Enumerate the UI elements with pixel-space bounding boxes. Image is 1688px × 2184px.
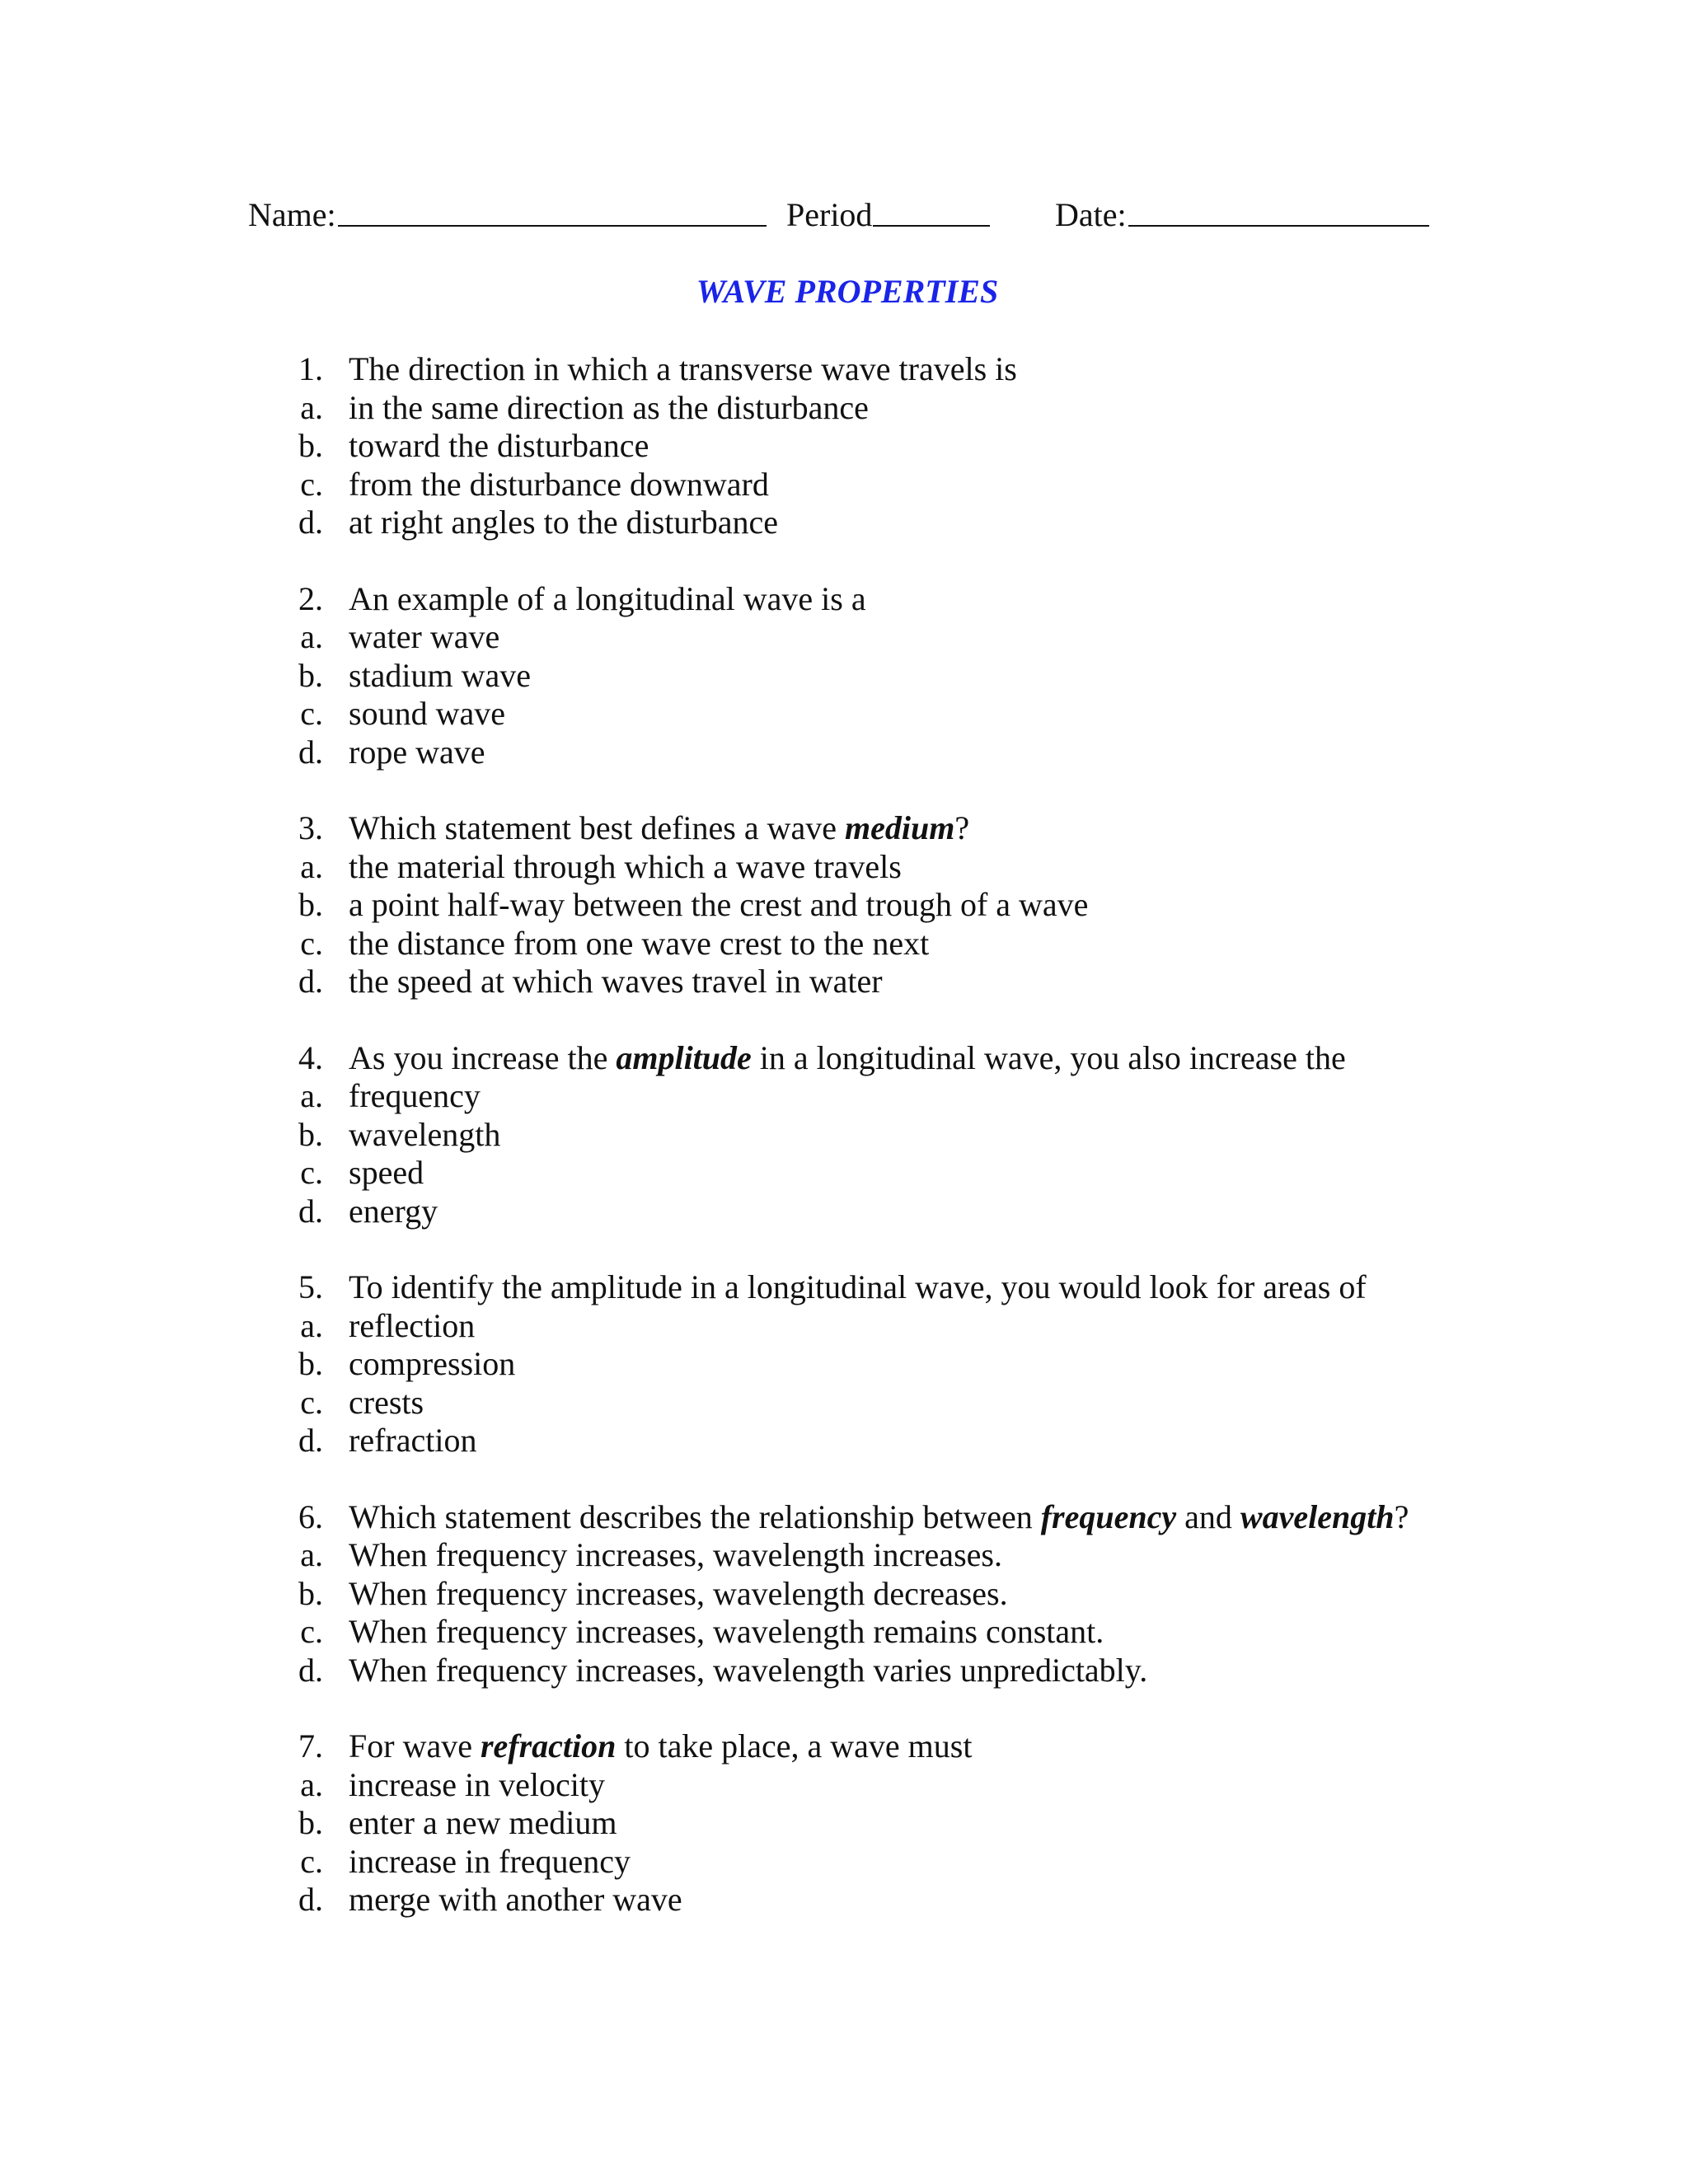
question-text: To identify the amplitude in a longitudinal wave, you would look for areas of (349, 1268, 1367, 1305)
answer-choice[interactable] (0, 1766, 1688, 1805)
choice-text: reflection (349, 1306, 476, 1344)
question-prompt (0, 350, 1688, 389)
question-list (0, 350, 1688, 1957)
choice-letter: b. (298, 1115, 323, 1153)
question-6 (0, 1498, 1688, 1690)
choice-text: wavelength (349, 1115, 501, 1153)
choice-letter: a. (300, 847, 323, 885)
choice-text: at right angles to the disturbance (349, 504, 778, 541)
question-text (349, 1727, 972, 1766)
answer-choice[interactable] (0, 504, 1688, 542)
question-text (349, 1039, 1346, 1078)
choice-letter: a. (300, 1306, 323, 1344)
question-text-after: in a longitudinal wave, you also increase the (751, 1038, 1346, 1076)
choice-text: When frequency increases, wavelength decreases. (349, 1574, 1008, 1612)
choice-text: compression (349, 1345, 516, 1382)
choice-text: from the disturbance downward (349, 465, 769, 503)
choice-text: increase in frequency (349, 1842, 631, 1880)
answer-choice[interactable] (0, 1422, 1688, 1460)
question-text-middle: and (1176, 1497, 1240, 1535)
question-prompt (0, 1268, 1688, 1307)
choice-letter: d. (298, 504, 323, 541)
question-number: 4. (298, 1038, 323, 1076)
choice-text: the distance from one wave crest to the next (349, 924, 930, 962)
worksheet-title: WAVE PROPERTIES (696, 273, 999, 310)
question-number: 6. (298, 1497, 323, 1535)
choice-letter: c. (300, 1383, 323, 1421)
answer-choice[interactable] (0, 1154, 1688, 1193)
choice-letter: d. (298, 1192, 323, 1230)
choice-letter: d. (298, 733, 323, 771)
choice-letter: a. (300, 1077, 323, 1114)
choice-text: the material through which a wave travels (349, 847, 902, 885)
choice-letter: d. (298, 1651, 323, 1689)
question-4 (0, 1039, 1688, 1231)
answer-choice[interactable] (0, 1384, 1688, 1422)
choice-text: stadium wave (349, 656, 532, 694)
choice-letter: c. (300, 695, 323, 732)
answer-choice[interactable] (0, 886, 1688, 925)
answer-choice[interactable] (0, 925, 1688, 963)
question-text-before: For wave (349, 1727, 481, 1765)
emphasized-term: refraction (480, 1727, 617, 1765)
question-number: 2. (298, 579, 323, 617)
choice-letter: a. (300, 1536, 323, 1573)
choice-letter: b. (298, 656, 323, 694)
answer-choice[interactable] (0, 1575, 1688, 1614)
question-prompt (0, 580, 1688, 619)
answer-choice[interactable] (0, 427, 1688, 466)
answer-choice[interactable] (0, 848, 1688, 887)
choice-letter: b. (298, 427, 323, 464)
answer-choice[interactable] (0, 389, 1688, 428)
answer-choice[interactable] (0, 1613, 1688, 1652)
answer-choice[interactable] (0, 695, 1688, 733)
choice-text: in the same direction as the disturbance (349, 388, 869, 426)
date-field[interactable] (1055, 195, 1429, 234)
emphasized-term: medium (845, 809, 955, 846)
question-text-before: Which statement best defines a wave (349, 809, 845, 846)
choice-letter: c. (300, 924, 323, 962)
choice-text: When frequency increases, wavelength remains constant. (349, 1613, 1104, 1650)
question-prompt (0, 809, 1688, 848)
choice-letter: b. (298, 886, 323, 923)
question-text (349, 809, 969, 848)
choice-letter: c. (300, 1154, 323, 1191)
question-2 (0, 580, 1688, 772)
choice-letter: b. (298, 1574, 323, 1612)
question-text: The direction in which a transverse wave travels is (349, 350, 1017, 387)
question-text-before: Which statement describes the relationship between (349, 1497, 1041, 1535)
period-field[interactable] (786, 195, 990, 234)
choice-text: increase in velocity (349, 1765, 605, 1803)
choice-letter: c. (300, 1613, 323, 1650)
answer-choice[interactable] (0, 1307, 1688, 1346)
question-3 (0, 809, 1688, 1001)
question-number: 5. (298, 1268, 323, 1305)
choice-text: sound wave (349, 695, 505, 732)
answer-choice[interactable] (0, 963, 1688, 1001)
choice-text: water wave (349, 618, 500, 655)
question-text (349, 1498, 1409, 1537)
choice-text: crests (349, 1383, 424, 1421)
answer-choice[interactable] (0, 1843, 1688, 1882)
choice-letter: c. (300, 465, 323, 503)
question-number: 3. (298, 809, 323, 846)
answer-choice[interactable] (0, 1881, 1688, 1919)
choice-letter: a. (300, 388, 323, 426)
emphasized-term: wavelength (1240, 1497, 1395, 1535)
answer-choice[interactable] (0, 1652, 1688, 1690)
choice-text: speed (349, 1154, 424, 1191)
question-text-after: ? (954, 809, 970, 846)
question-text-before: As you increase the (349, 1038, 617, 1076)
choice-letter: d. (298, 1881, 323, 1918)
date-label: Date: (1055, 196, 1127, 233)
question-text-after: to take place, a wave must (616, 1727, 973, 1765)
answer-choice[interactable] (0, 657, 1688, 696)
question-7 (0, 1727, 1688, 1919)
question-5 (0, 1268, 1688, 1460)
question-1 (0, 350, 1688, 542)
choice-letter: d. (298, 1422, 323, 1459)
choice-text: frequency (349, 1077, 481, 1114)
choice-text: refraction (349, 1422, 477, 1459)
answer-choice[interactable] (0, 1804, 1688, 1843)
question-prompt (0, 1039, 1688, 1078)
choice-text: merge with another wave (349, 1881, 682, 1918)
answer-choice[interactable] (0, 1345, 1688, 1384)
answer-choice[interactable] (0, 466, 1688, 504)
question-prompt (0, 1727, 1688, 1766)
answer-choice[interactable] (0, 1193, 1688, 1231)
answer-choice[interactable] (0, 1536, 1688, 1575)
choice-text: toward the disturbance (349, 427, 649, 464)
answer-choice[interactable] (0, 618, 1688, 657)
emphasized-term: frequency (1040, 1497, 1177, 1535)
date-blank-line[interactable] (1128, 195, 1429, 227)
name-blank-line[interactable] (338, 195, 767, 227)
emphasized-term: amplitude (616, 1038, 752, 1076)
period-label: Period (786, 196, 873, 233)
choice-letter: a. (300, 618, 323, 655)
name-field[interactable] (248, 195, 767, 234)
choice-text: When frequency increases, wavelength varies unpredictably. (349, 1651, 1148, 1689)
answer-choice[interactable] (0, 1077, 1688, 1116)
choice-text: rope wave (349, 733, 485, 771)
name-label: Name: (248, 196, 336, 233)
choice-letter: b. (298, 1804, 323, 1841)
choice-letter: a. (300, 1765, 323, 1803)
question-text-after: ? (1394, 1497, 1409, 1535)
answer-choice[interactable] (0, 733, 1688, 772)
choice-letter: b. (298, 1345, 323, 1382)
question-text: An example of a longitudinal wave is a (349, 579, 866, 617)
choice-text: a point half-way between the crest and trough of a wave (349, 886, 1089, 923)
question-number: 1. (298, 350, 323, 387)
question-prompt (0, 1498, 1688, 1537)
question-number: 7. (298, 1727, 323, 1765)
choice-text: When frequency increases, wavelength increases. (349, 1536, 1002, 1573)
choice-letter: c. (300, 1842, 323, 1880)
choice-text: the speed at which waves travel in water (349, 963, 883, 1000)
student-info-header (248, 195, 1460, 245)
period-blank-line[interactable] (873, 195, 990, 227)
choice-text: energy (349, 1192, 438, 1230)
choice-text: enter a new medium (349, 1804, 617, 1841)
choice-letter: d. (298, 963, 323, 1000)
answer-choice[interactable] (0, 1116, 1688, 1155)
